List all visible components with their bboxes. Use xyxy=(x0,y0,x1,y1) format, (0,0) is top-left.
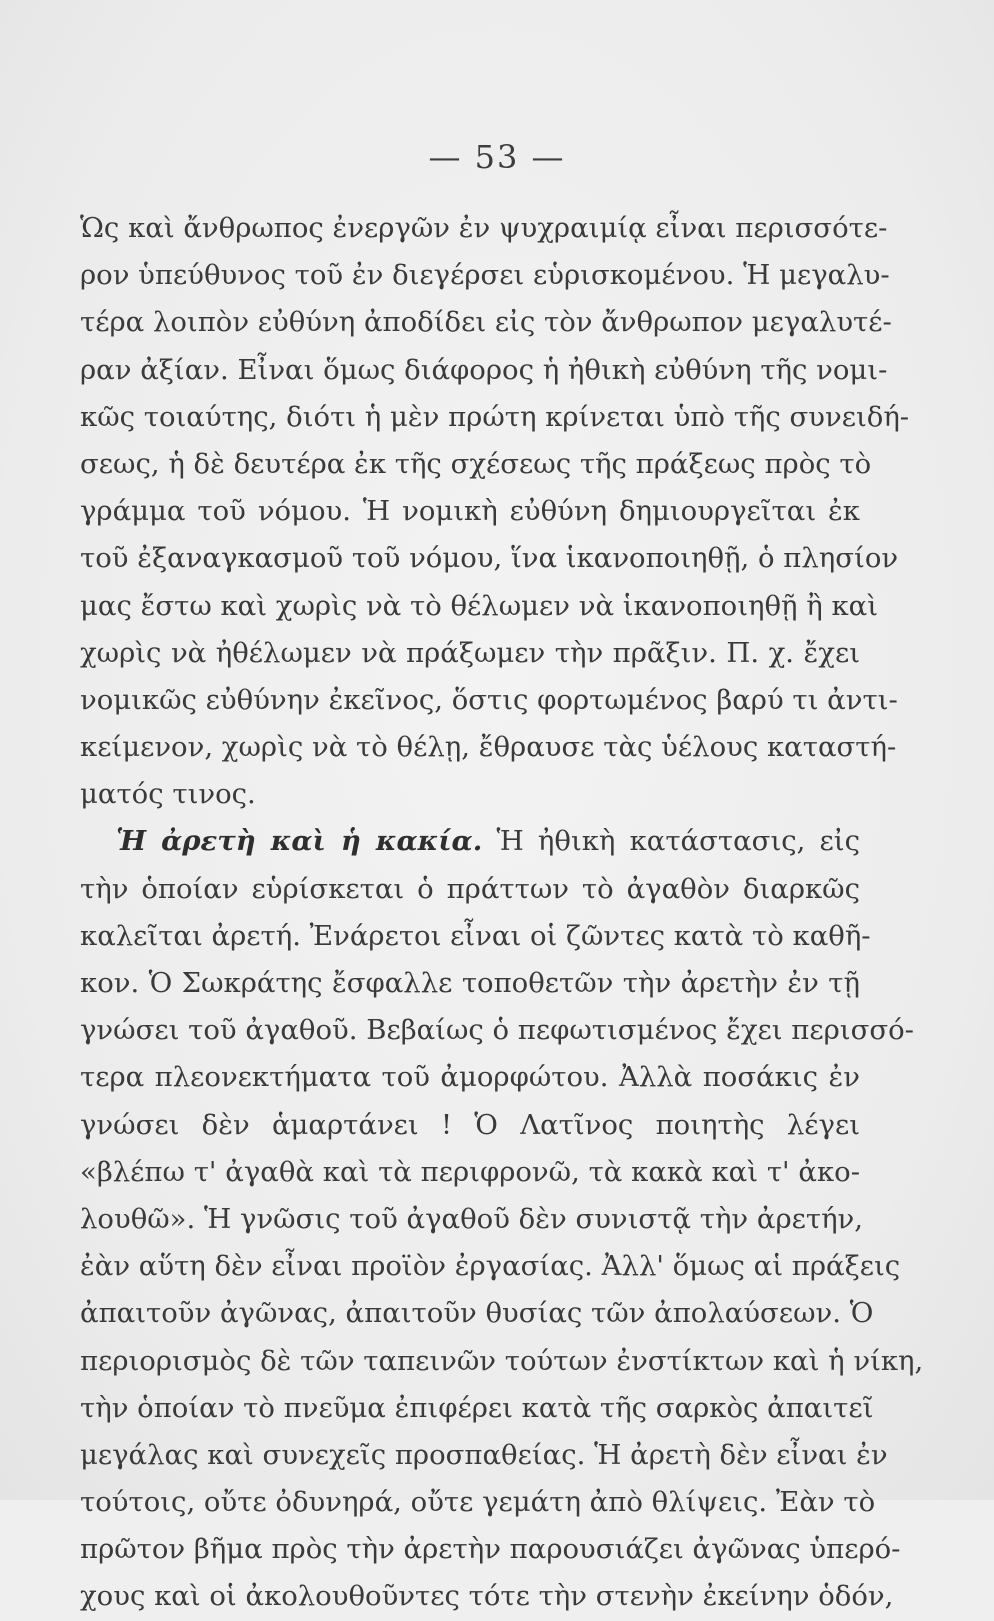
line-text: γράμμα τοῦ νόμου. Ἡ νομικὴ εὐθύνη δημιουργεῖται ἐκ xyxy=(80,495,860,528)
text-line xyxy=(80,205,888,252)
line-text: περιορισμὸς δὲ τῶν ταπεινῶν τούτων ἐνστίκτων καὶ ἡ νίκη, xyxy=(80,1344,924,1377)
text-line xyxy=(80,1102,860,1149)
text-line xyxy=(80,535,899,582)
body-text xyxy=(80,205,924,1621)
line-text: χους καὶ οἱ ἀκολουθοῦντες τότε τὴν στενὴν ἐκείνην ὁδόν, xyxy=(80,1580,894,1613)
section-heading: Ἡ ἀρετὴ καὶ ἡ κακία. xyxy=(116,825,483,858)
line-text: πρῶτον βῆμα πρὸς τὴν ἀρετὴν παρουσιάζει ἀγῶνας ὑπερό- xyxy=(80,1533,901,1566)
line-text: γνώσει δὲν ἁμαρτάνει ! Ὁ Λατῖνος ποιητὴς λέγει xyxy=(80,1108,860,1141)
text-line xyxy=(80,1243,901,1290)
line-text: «βλέπω τ' ἀγαθὰ καὶ τὰ περιφρονῶ, τὰ κακὰ καὶ τ' ἀκο- xyxy=(80,1155,860,1188)
text-line xyxy=(80,1290,874,1337)
text-line xyxy=(80,1007,914,1054)
line-text: μας ἔστω καὶ χωρὶς νὰ τὸ θέλωμεν νὰ ἱκανοποιηθῇ ἢ καὶ xyxy=(80,589,878,622)
text-line xyxy=(80,252,890,299)
text-line xyxy=(80,1432,888,1479)
text-line xyxy=(80,677,898,724)
text-line xyxy=(80,299,892,346)
text-line xyxy=(80,1385,874,1432)
line-text: τὴν ὁποίαν εὑρίσκεται ὁ πράττων τὸ ἀγαθὸν διαρκῶς xyxy=(80,872,860,905)
text-line xyxy=(80,818,860,865)
line-text: ἐὰν αὕτη δὲν εἶναι προϊὸν ἐργασίας. Ἀλλ' ὅμως αἱ πράξεις xyxy=(80,1250,901,1283)
text-line xyxy=(80,724,897,771)
line-text: καλεῖται ἀρετή. Ἐνάρετοι εἶναι οἱ ζῶντες κατὰ τὸ καθῆ- xyxy=(80,919,871,952)
line-text: χωρὶς νὰ ἠθέλωμεν νὰ πράξωμεν τὴν πρᾶξιν. Π. χ. ἔχει xyxy=(80,636,860,669)
line-text: λουθῶ». Ἡ γνῶσις τοῦ ἀγαθοῦ δὲν συνιστᾷ τὴν ἀρετήν, xyxy=(80,1202,864,1235)
page-number: — 53 — xyxy=(428,138,566,176)
text-line xyxy=(80,1479,876,1526)
line-text: νομικῶς εὐθύνην ἐκεῖνος, ὅστις φορτωμένος βαρύ τι ἀντι- xyxy=(80,683,898,716)
line-text: μεγάλας καὶ συνεχεῖς προσπαθείας. Ἡ ἀρετὴ δὲν εἶναι ἐν xyxy=(80,1438,888,1471)
text-line xyxy=(80,1149,860,1196)
line-text: τὴν ὁποίαν τὸ πνεῦμα ἐπιφέρει κατὰ τῆς σαρκὸς ἀπαιτεῖ xyxy=(80,1391,874,1424)
line-text: ἀπαιτοῦν ἀγῶνας, ἀπαιτοῦν θυσίας τῶν ἀπολαύσεων. Ὁ xyxy=(80,1297,874,1330)
text-line xyxy=(80,1054,860,1101)
text-line xyxy=(80,1526,901,1573)
text-line xyxy=(80,771,860,818)
text-line xyxy=(80,583,878,630)
text-line xyxy=(80,1338,924,1385)
text-line xyxy=(80,1573,894,1620)
line-text: κον. Ὁ Σωκράτης ἔσφαλλε τοποθετῶν τὴν ἀρετὴν ἐν τῇ xyxy=(80,967,860,999)
line-text: γνώσει τοῦ ἀγαθοῦ. Βεβαίως ὁ πεφωτισμένος ἔχει περισσό- xyxy=(80,1014,914,1047)
text-line xyxy=(80,394,910,441)
text-line xyxy=(80,913,871,960)
text-line xyxy=(80,960,860,1007)
text-line xyxy=(80,630,860,677)
text-line xyxy=(80,1196,864,1243)
line-text: τοῦ ἐξαναγκασμοῦ τοῦ νόμου, ἵνα ἱκανοποιηθῇ, ὁ πλησίον xyxy=(80,542,899,575)
line-text: σεως, ἡ δὲ δευτέρα ἐκ τῆς σχέσεως τῆς πράξεως πρὸς τὸ xyxy=(80,447,872,480)
text-line xyxy=(80,441,872,488)
line-text: ματός τινος. xyxy=(80,778,256,811)
line-text: Ὡς καὶ ἄνθρωπος ἐνεργῶν ἐν ψυχραιμίᾳ εἶναι περισσότε- xyxy=(80,212,888,244)
text-line xyxy=(80,866,860,913)
line-text: κείμενον, χωρὶς νὰ τὸ θέλῃ, ἔθραυσε τὰς ὑέλους καταστή- xyxy=(80,731,897,764)
line-text: κῶς τοιαύτης, διότι ἡ μὲν πρώτη κρίνεται ὑπὸ τῆς συνειδή- xyxy=(80,400,910,433)
line-text: ρον ὑπεύθυνος τοῦ ἐν διεγέρσει εὑρισκομένου. Ἡ μεγαλυ- xyxy=(80,259,890,292)
line-text: τερα πλεονεκτήματα τοῦ ἀμορφώτου. Ἀλλὰ ποσάκις ἐν xyxy=(80,1061,860,1094)
line-text: Ἡ ἠθικὴ κατάστασις, εἰς xyxy=(482,825,860,858)
text-line xyxy=(80,488,860,535)
text-line xyxy=(80,347,888,394)
line-text: τούτοις, οὔτε ὀδυνηρά, οὔτε γεμάτη ἀπὸ θλίψεις. Ἐὰν τὸ xyxy=(80,1486,876,1519)
line-text: ραν ἀξίαν. Εἶναι ὅμως διάφορος ἡ ἠθικὴ εὐθύνη τῆς νομι- xyxy=(80,353,888,386)
line-text: τέρα λοιπὸν εὐθύνη ἀποδίδει εἰς τὸν ἄνθρωπον μεγαλυτέ- xyxy=(80,306,892,339)
